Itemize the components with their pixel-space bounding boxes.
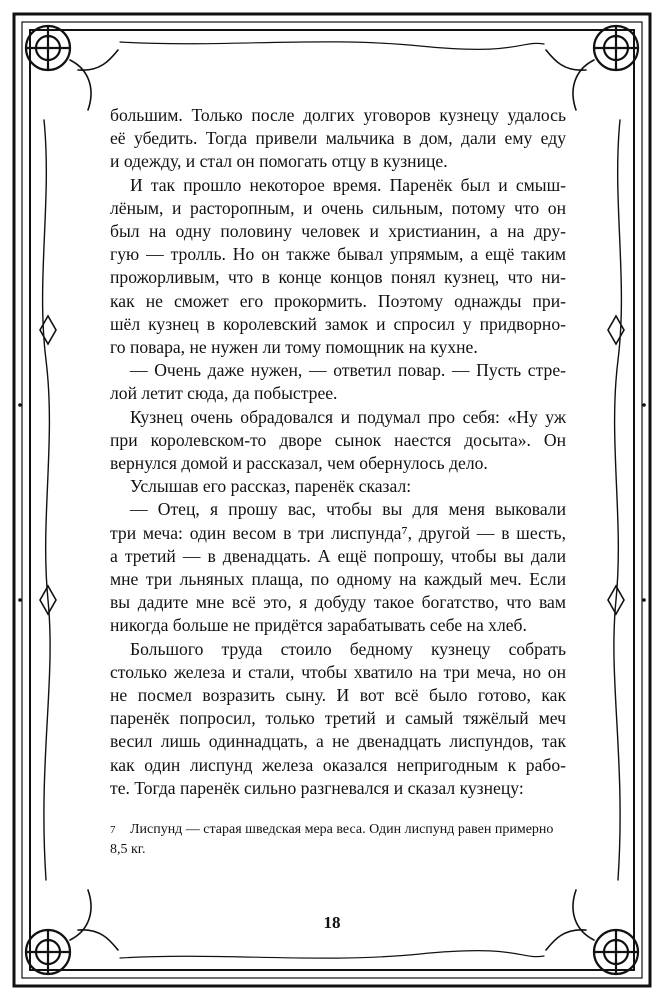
text-line: Услышав его рассказ, паренёк сказал: (130, 476, 412, 497)
footnote-mark: 7 (110, 824, 116, 836)
text-line: три меча: один весом в три лиспунда⁷, другой — в шесть, (110, 522, 566, 543)
text-line: мне три льняных плаща, по одному на каждый меч. Если (110, 569, 566, 590)
text-line: не посмел возразить сыну. И вот всё было готово, как (110, 685, 566, 706)
text-line: был на одну половину человек и христианин, а на дру- (110, 221, 566, 242)
text-line: весил лишь одиннадцать, а не двенадцать лиспундов, так (110, 731, 566, 752)
text-line: как не сможет его прокормить. Поэтому однажды при- (110, 290, 566, 311)
text-line: столько железа и стали, чтобы хватило на три меча, но он (110, 661, 566, 682)
text-line: вы дадите мне всё это, я добуду такое богатство, что вам (110, 592, 566, 613)
text-line: Большого труда стоило бедному кузнецу собрать (130, 638, 566, 659)
text-line: лёным, и расторопным, и очень сильным, потому что он (110, 197, 566, 218)
text-line: и одежду, и стал он помогать отцу в кузнице. (110, 151, 448, 172)
text-line: большим. Только после долгих уговоров кузнецу удалось (110, 105, 566, 125)
page-number: 18 (323, 913, 341, 932)
text-line: И так прошло некоторое время. Паренёк был и смыш- (130, 174, 566, 195)
text-line: а третий — в двенадцать. А ещё попрошу, чтобы вы дали (110, 545, 566, 566)
text-line: те. Тогда паренёк сильно разгневался и сказал кузнецу: (110, 777, 524, 798)
footnote-text: Лиспунд — старая шведская мера веса. Один лиспунд равен примерно 8,5 кг. (110, 822, 554, 857)
footnote (110, 820, 566, 859)
main-text (110, 104, 566, 800)
text-line: при королевском-то дворе сынок наестся досыта». Он (110, 429, 566, 450)
text-line: гую — тролль. Но он также бывал упрямым, а ещё таким (110, 244, 566, 265)
text-line: — Отец, я прошу вас, чтобы вы для меня выковали (130, 499, 566, 520)
text-line: — Очень даже нужен, — ответил повар. — Пусть стре- (130, 360, 566, 381)
text-line: шёл кузнец в королевский замок и спросил у придворно- (110, 313, 566, 334)
text-line: её убедить. Тогда привели мальчика в дом, дали ему еду (110, 128, 566, 149)
text-line: го повара, не нужен ли тому помощник на кухне. (110, 337, 478, 358)
text-line: паренёк попросил, только третий и самый тяжёлый меч (110, 708, 566, 729)
text-line: никогда больше не придётся зарабатывать себе на хлеб. (110, 615, 527, 636)
text-line: вернулся домой и рассказал, чем обернулось дело. (110, 453, 488, 474)
text-line: лой летит сюда, да побыстрее. (110, 383, 338, 404)
text-line: как один лиспунд железа оказался непригодным к рабо- (110, 754, 566, 775)
text-line: прожорливым, что в конце концов понял кузнец, что ни- (110, 267, 566, 288)
text-line: Кузнец очень обрадовался и подумал про себя: «Ну уж (130, 406, 566, 427)
